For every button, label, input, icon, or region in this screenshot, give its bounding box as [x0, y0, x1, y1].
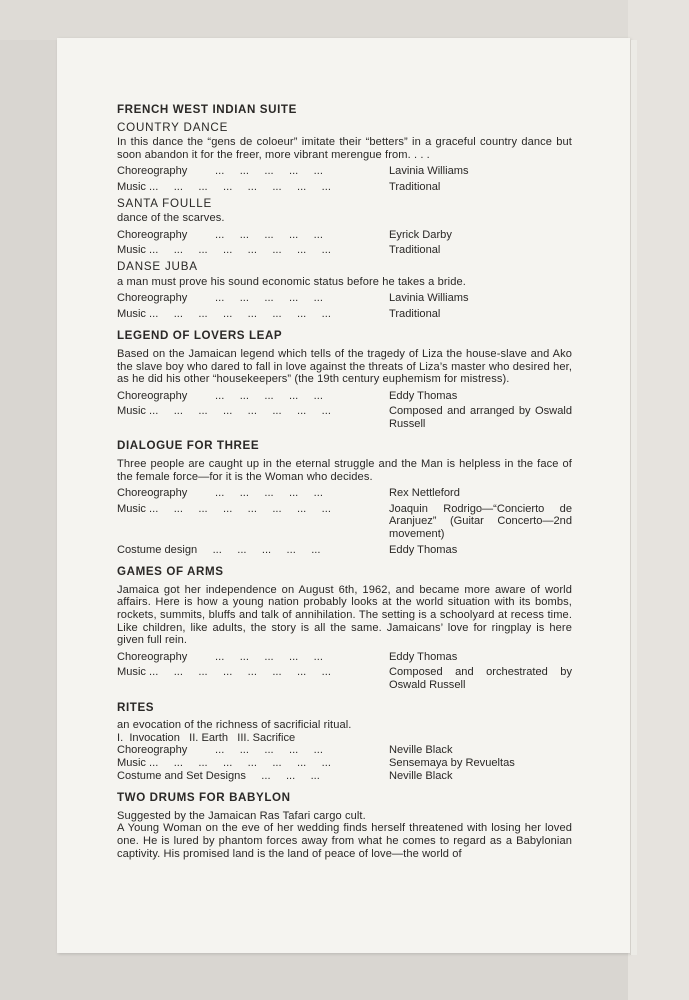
- credit-role: Music ... ... ... ... ... ... ... ...: [117, 307, 331, 320]
- credit-row: [117, 292, 572, 305]
- credit-row: [117, 770, 572, 783]
- credit-role: Music ... ... ... ... ... ... ... ...: [117, 244, 331, 257]
- credit-role: Music ... ... ... ... ... ... ... ...: [117, 502, 331, 515]
- page-fold-edge: [630, 40, 637, 955]
- credit-name: Eddy Thomas: [389, 650, 458, 663]
- credit-name: Lavinia Williams: [389, 165, 469, 178]
- section-title-french-west-indian-suite: FRENCH WEST INDIAN SUITE: [117, 103, 297, 116]
- credit-name: Joaquin Rodrigo—“Concierto de Aranjuez” (Guitar Concerto—2nd movement): [389, 502, 572, 541]
- section-title-two-drums-for-babylon: TWO DRUMS FOR BABYLON: [117, 791, 291, 805]
- credit-row: [117, 666, 572, 691]
- credit-role: Music ... ... ... ... ... ... ... ...: [117, 405, 331, 418]
- two-drums-intro: Suggested by the Jamaican Ras Tafari cargo cult.: [117, 809, 366, 822]
- credit-role: Costume design ... ... ... ... ...: [117, 543, 321, 556]
- credit-row: [117, 757, 572, 770]
- subsection-title-santa-foulle: SANTA FOULLE: [117, 196, 213, 210]
- rites-movements: I. Invocation II. Earth III. Sacrifice: [117, 731, 296, 744]
- credit-name: Neville Black: [389, 769, 453, 782]
- subsection-title-country-dance: COUNTRY DANCE: [117, 120, 229, 134]
- credit-name: Eyrick Darby: [389, 228, 452, 241]
- santa-foulle-description: dance of the scarves.: [117, 212, 225, 225]
- credit-row: [117, 308, 572, 321]
- scan-backdrop-top: [0, 0, 689, 40]
- credit-name: Composed and arranged by Oswald Russell: [389, 405, 572, 430]
- credit-role: Music ... ... ... ... ... ... ... ...: [117, 756, 331, 769]
- credit-row: [117, 487, 572, 500]
- credit-name: Lavinia Williams: [389, 292, 469, 305]
- credit-name: Eddy Thomas: [389, 389, 458, 402]
- section-title-games-of-arms: GAMES OF ARMS: [117, 565, 224, 579]
- credit-role: Choreography ... ... ... ... ...: [117, 228, 323, 241]
- credit-role: Choreography ... ... ... ... ...: [117, 165, 323, 178]
- legend-of-lovers-leap-description: Based on the Jamaican legend which tells of the tragedy of Liza the house-slave and Ako the slave boy who dared to fall in love against the threats of Liza’s master who desired her, as he did his other “housekeepers” (the 19th century euphemism for mistress).: [117, 347, 572, 386]
- credit-row: [117, 744, 572, 757]
- credit-row: [117, 181, 572, 194]
- credit-name: Rex Nettleford: [389, 487, 460, 500]
- credit-name: Traditional: [389, 244, 441, 257]
- credit-row: [117, 165, 572, 178]
- credit-role: Costume and Set Designs ... ... ...: [117, 769, 320, 782]
- country-dance-description: In this dance the “gens de coloeur” imitate their “betters” in a graceful country dance but soon abandon it for the freer, more vibrant merengue from. . . .: [117, 136, 572, 161]
- credit-role: Choreography ... ... ... ... ...: [117, 389, 323, 402]
- credit-name: Traditional: [389, 180, 441, 193]
- credit-name: Sensemaya by Revueltas: [389, 756, 515, 769]
- credit-row: [117, 229, 572, 242]
- credit-role: Choreography ... ... ... ... ...: [117, 487, 323, 500]
- section-title-legend-of-lovers-leap: LEGEND OF LOVERS LEAP: [117, 329, 283, 343]
- section-title-rites: RITES: [117, 700, 155, 714]
- dialogue-for-three-description: Three people are caught up in the eternal struggle and the Man is helpless in the face of the female force—for it is the Woman who decides.: [117, 458, 572, 483]
- credit-row: [117, 544, 572, 557]
- section-title-dialogue-for-three: DIALOGUE FOR THREE: [117, 439, 260, 453]
- credit-row: [117, 405, 572, 430]
- credit-row: [117, 651, 572, 664]
- games-of-arms-description: Jamaica got her independence on August 6th, 1962, and became more aware of world affairs. Here is how a young nation probably looks at the world situation with its bombs, rockets, summits, bluffs and talk of annihilation. The setting is a schoolyard at recess time. Like children, like adults, the story is all the same. Jamaicans’ love for ringplay is here given full rein.: [117, 583, 572, 647]
- credit-role: Choreography ... ... ... ... ...: [117, 650, 323, 663]
- credit-row: [117, 503, 572, 541]
- credit-row: [117, 390, 572, 403]
- two-drums-description: A Young Woman on the eve of her wedding finds herself threatened with losing her loved one. He is lured by phantom forces away from what he comes to regard as a Babylonian captivity. His promised land is the land of peace of love—the world of: [117, 822, 572, 860]
- subsection-title-danse-juba: DANSE JUBA: [117, 259, 198, 273]
- credit-name: Composed and orchestrated by Oswald Russell: [389, 666, 572, 691]
- rites-description: an evocation of the richness of sacrificial ritual.: [117, 719, 352, 732]
- danse-juba-description: a man must prove his sound economic status before he takes a bride.: [117, 275, 466, 288]
- credit-role: Choreography ... ... ... ... ...: [117, 744, 323, 757]
- credit-role: Music ... ... ... ... ... ... ... ...: [117, 666, 331, 679]
- credit-role: Choreography ... ... ... ... ...: [117, 292, 323, 305]
- program-content: [117, 104, 572, 864]
- credit-name: Neville Black: [389, 744, 453, 757]
- credit-row: [117, 244, 572, 257]
- scan-backdrop-right: [628, 0, 689, 1000]
- credit-name: Traditional: [389, 307, 441, 320]
- credit-name: Eddy Thomas: [389, 543, 458, 556]
- credit-role: Music ... ... ... ... ... ... ... ...: [117, 180, 331, 193]
